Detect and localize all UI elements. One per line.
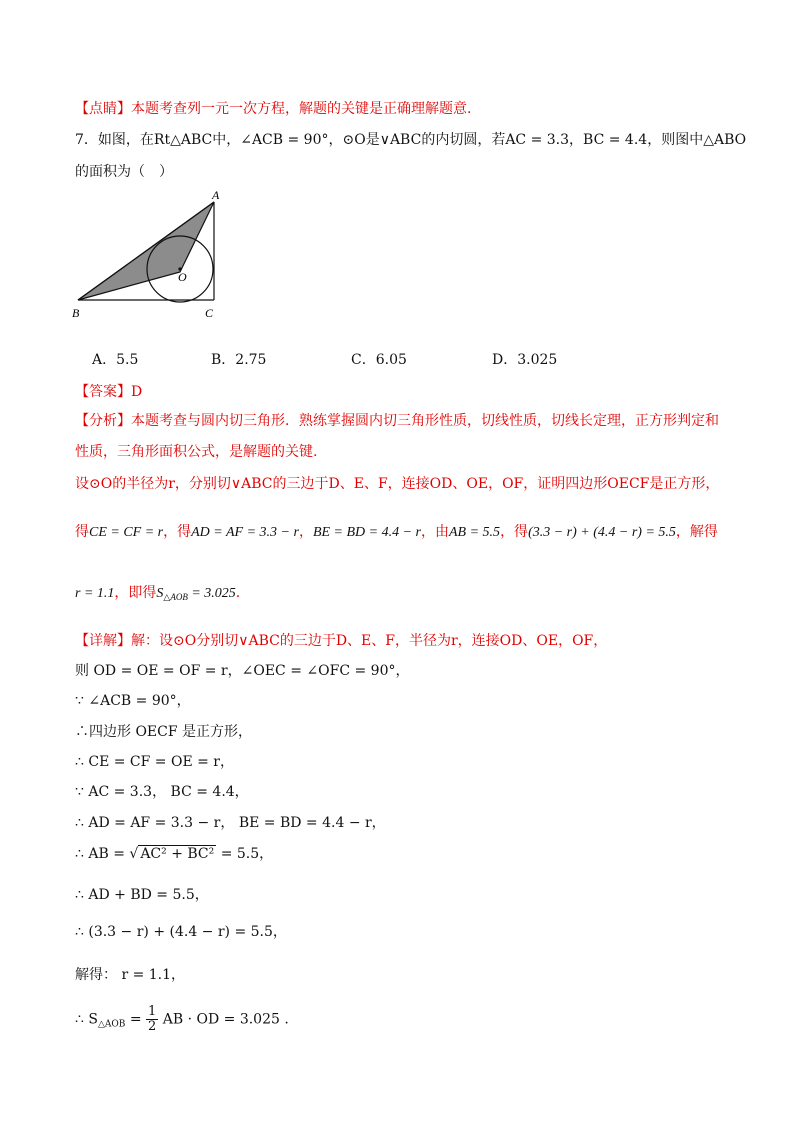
option-c[interactable]: C．6.05 xyxy=(351,352,407,368)
option-b[interactable]: B．2.75 xyxy=(211,352,267,368)
detail-line-10: ∴ (3.3 − r) + (4.4 − r) = 5.5， xyxy=(75,924,287,940)
analysis-text: ，即得 xyxy=(114,585,157,601)
question-line-1: 7．如图，在Rt△ABC中，∠ACB = 90°，⊙O是∨ABC的内切圆，若AC = 3.3，BC = 4.4，则图中△ABO xyxy=(75,132,747,148)
detail-line-5: ∴ CE = CF = OE = r， xyxy=(75,754,234,770)
detail-text: AB · OD = 3.025 . xyxy=(158,1011,289,1028)
detail-line-3: ∵ ∠ACB = 90°， xyxy=(75,693,191,709)
detail-subscript: △AOB xyxy=(97,1019,126,1030)
detail-tag: 【详解】 xyxy=(75,633,131,649)
detail-text-1: 解：设⊙O分别切∨ABC的三边于D、E、F，半径为r，连接OD、OE，OF， xyxy=(131,633,608,649)
option-a[interactable]: A．5.5 xyxy=(92,352,139,368)
fraction-denominator: 2 xyxy=(148,1019,157,1034)
side-ab xyxy=(78,202,214,300)
analysis-subscript: △AOB xyxy=(163,592,188,602)
detail-line-1 xyxy=(75,630,607,650)
detail-line-8: ∴ AB = √ AC² + BC² = 5.5， xyxy=(75,846,274,862)
answer-tag: 【答案】 xyxy=(75,384,131,400)
answer-line xyxy=(75,381,142,401)
analysis-math: AD = AF = 3.3 − r xyxy=(191,525,299,540)
analysis-math: CE = CF = r xyxy=(89,525,164,540)
analysis-tag: 【分析】 xyxy=(75,413,131,429)
detail-line-7: ∴ AD = AF = 3.3 − r， BE = BD = 4.4 − r， xyxy=(75,815,386,831)
dianjing-tag: 【点睛】 xyxy=(75,101,131,117)
analysis-math: AB = 5.5 xyxy=(449,525,501,540)
analysis-text: ， xyxy=(298,524,313,540)
analysis-text: ，得 xyxy=(163,524,192,540)
analysis-text: . xyxy=(235,585,241,601)
analysis-line-5 xyxy=(75,582,240,603)
detail-text: = 5.5， xyxy=(216,846,274,862)
analysis-math: = 3.025 xyxy=(187,586,236,601)
dianjing-text: 本题考查列一元一次方程，解题的关键是正确理解题意. xyxy=(131,101,472,117)
analysis-math: S xyxy=(156,586,164,601)
fraction-numerator: 1 xyxy=(148,1004,157,1019)
analysis-line-1 xyxy=(75,410,719,430)
analysis-line-2: 性质，三角形面积公式，是解题的关键. xyxy=(75,444,318,460)
detail-line-11: 解得： r = 1.1， xyxy=(75,967,186,983)
detail-text: = xyxy=(125,1011,147,1028)
analysis-math: BE = BD = 4.4 − r xyxy=(312,525,421,540)
fraction-half xyxy=(146,1005,158,1034)
analysis-math: r = 1.1 xyxy=(75,586,115,601)
option-d[interactable]: D．3.025 xyxy=(492,352,558,368)
analysis-line-3: 设⊙O的半径为r，分别切∨ABC的三边于D、E、F，连接OD、OE，OF，证明四边形OECF是正方形， xyxy=(75,476,720,492)
analysis-math: (3.3 − r) + (4.4 − r) = 5.5 xyxy=(528,525,676,540)
label-o: O xyxy=(178,270,187,284)
dianjing-line xyxy=(75,98,471,118)
detail-line-12 xyxy=(75,1005,289,1034)
answer-value: D xyxy=(131,384,143,400)
detail-line-6: ∵ AC = 3.3， BC = 4.4， xyxy=(75,784,249,800)
detail-line-9: ∴ AD + BD = 5.5， xyxy=(75,887,209,903)
label-c: C xyxy=(205,306,214,320)
analysis-text-1: 本题考查与圆内切三角形．熟练掌握圆内切三角形性质，切线性质，切线长定理，正方形判定和 xyxy=(131,413,719,429)
label-a: A xyxy=(212,188,220,202)
analysis-text: ，得 xyxy=(500,524,529,540)
analysis-text: ，由 xyxy=(421,524,449,540)
detail-text: ∴ AB = xyxy=(75,846,130,862)
analysis-line-4 xyxy=(75,521,718,541)
detail-line-4: ∴四边形 OECF 是正方形， xyxy=(75,724,253,740)
detail-line-2: 则 OD = OE = OF = r，∠OEC = ∠OFC = 90°， xyxy=(75,663,410,679)
sqrt-expression: AC² + BC² xyxy=(140,846,215,862)
detail-text: ∴ S xyxy=(75,1011,98,1028)
triangle-figure xyxy=(66,188,226,323)
analysis-text: 得 xyxy=(75,524,89,540)
analysis-text: ，解得 xyxy=(675,524,718,540)
label-b: B xyxy=(72,306,80,320)
question-line-2: 的面积为（ ） xyxy=(75,164,173,180)
